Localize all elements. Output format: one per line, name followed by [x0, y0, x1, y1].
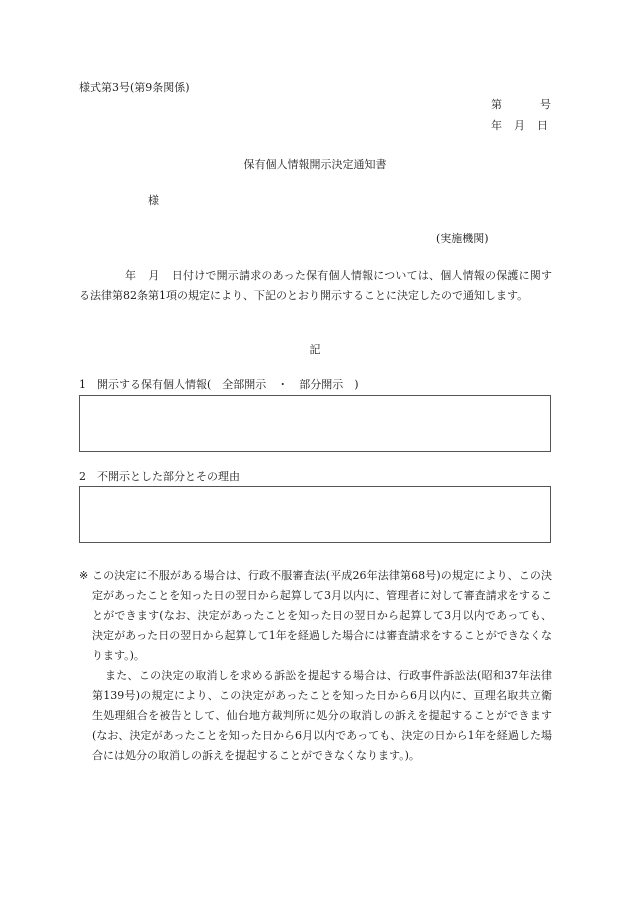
section1-heading: 1 開示する保有個人情報( 全部開示 ・ 部分開示 )	[79, 378, 359, 391]
body-paragraph	[79, 266, 552, 306]
date-year: 年	[491, 119, 502, 132]
body-text: 日付けで開示請求のあった保有個人情報については、個人情報の保護に関する法律第82条第1項の規定により、下記のとおり開示することに決定したので通知します。	[79, 269, 553, 302]
notice-paragraph-1: この決定に不服がある場合は、行政不服審査法(平成26年法律第68号)の規定により、この決定があったことを知った日の翌日から起算して3月以内に、管理者に対して審査請求をすることができます(なお、決定があったことを知った日の翌日から起算して3月以内であっても、決定があった日の翌日から起算して1年を経過した場合には審査請求をすることができなくなります。)。	[92, 569, 552, 662]
ki-heading: 記	[309, 343, 321, 356]
body-year: 年	[125, 269, 137, 282]
date-day: 日	[537, 119, 548, 132]
section2-box	[79, 486, 551, 543]
document-number	[491, 98, 551, 111]
form-label: 様式第3号(第9条関係)	[79, 81, 190, 94]
document-date	[491, 119, 548, 132]
addressee: 様	[148, 194, 159, 207]
section1-box	[79, 395, 551, 452]
page-title: 保有個人情報開示決定通知書	[243, 158, 387, 171]
section2-heading: 2 不開示とした部分とその理由	[79, 470, 240, 483]
date-month: 月	[514, 119, 525, 132]
implementing-agency: (実施機関)	[436, 232, 489, 245]
body-month: 月	[148, 269, 160, 282]
notice-mark: ※	[79, 569, 89, 582]
notice	[79, 566, 552, 766]
number-suffix: 号	[540, 98, 551, 111]
number-prefix: 第	[491, 98, 502, 111]
notice-paragraph-2: また、この決定の取消しを求める訴訟を提起する場合は、行政事件訴訟法(昭和37年法律第139号)の規定により、この決定があったことを知った日から6月以内に、亘理名取共立衛生処理組合を被告として、仙台地方裁判所に処分の取消しの訴えを提起することができます(なお、決定があったことを知った日から6月以内であっても、決定の日から1年を経過した場合には処分の取消しの訴えを提起することができなくなります。)。	[92, 669, 552, 762]
